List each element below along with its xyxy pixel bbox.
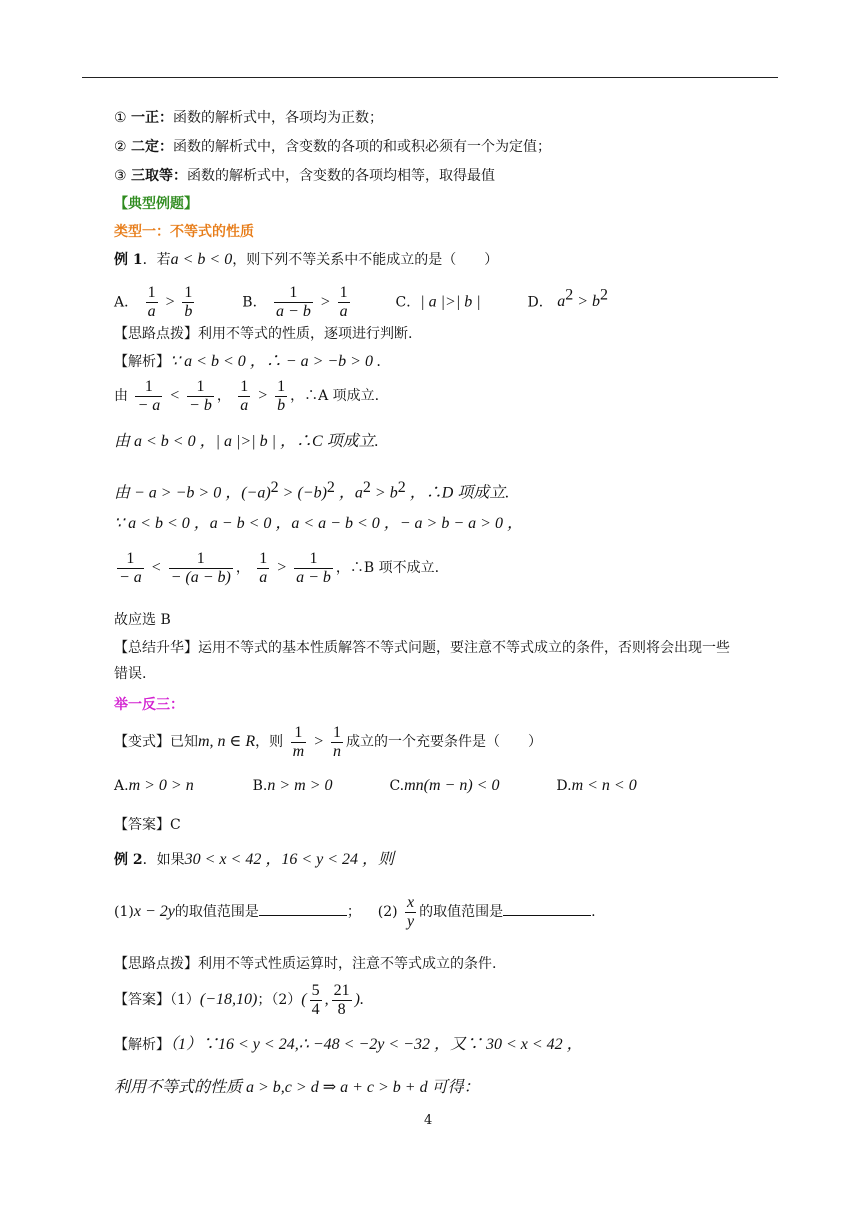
solution-math: ∵ a < b < 0 ，a − b < 0 ，a < a − b < 0 ，− a > b − a > 0 ， — [114, 515, 523, 532]
page-number: 4 — [424, 1113, 433, 1128]
item-number: ① — [114, 110, 127, 126]
variant-options — [114, 776, 637, 796]
solution-label: 【解析】 — [114, 1037, 170, 1053]
example-1-solution-line-1 — [114, 352, 381, 372]
solution-math: 由 a < b < 0 ，| a |>| b | ，∴C 项成立. — [114, 433, 379, 450]
item-heading: 三取等： — [131, 168, 188, 184]
separator: ； — [346, 904, 361, 920]
fraction-5-over-4: $\frac{5}{4}$ — [311, 981, 320, 1018]
solution-math: （1）∵16 < y < 24,∴ −48 < −2y < −32 ，又∵ 30 < x < 42 ， — [170, 1036, 583, 1053]
example-1-solution-line-3 — [114, 432, 379, 452]
option-a-label: A. — [114, 778, 129, 794]
fraction-1-over-a: $\frac{1}{a}$ — [339, 283, 348, 320]
fraction-1-over-neg-a-minus-b: $\frac{1}{- (a - b)}$ — [170, 549, 231, 586]
example-1-hint — [114, 324, 412, 344]
example-1-solution-line-5 — [114, 514, 523, 534]
variant-text: ，则 — [255, 734, 284, 750]
example-1-conclusion: 故应选 B — [114, 612, 171, 628]
item-number: ③ — [114, 168, 127, 184]
solution-text: 由 — [114, 388, 128, 404]
example-2-answer: 【答案】（1）(−18,10)；（2）( $\frac{5}{4}$ , $\frac{21}{8}$ ). — [114, 981, 364, 1018]
condition-math: 30 < x < 42 ，16 < y < 24 ，则 — [184, 851, 395, 868]
option-d-math: m < n < 0 — [571, 777, 637, 794]
solution-math: ，∴D 项成立. — [405, 484, 510, 502]
question-text: 的取值范围是 — [419, 904, 504, 920]
condition-math: a < b < 0 — [170, 251, 233, 268]
summary-label: 【总结升华】 — [114, 640, 198, 656]
option-c-math: | a |>| b | — [420, 293, 481, 311]
fraction-1-over-a: $\frac{1}{a}$ — [259, 549, 268, 586]
solution-label: 【解析】 — [114, 354, 170, 370]
hint-text: 利用不等式性质运算时，注意不等式成立的条件. — [198, 956, 497, 972]
option-d-label: D. — [556, 778, 572, 794]
solution-math: 利用不等式的性质 a > b,c > d ⇒ a + c > b + d 可得： — [114, 1079, 480, 1096]
answer-label: 【答案】 — [114, 992, 170, 1008]
example-label: 例 1 — [114, 252, 143, 268]
item-number: ② — [114, 139, 127, 155]
example-1-solution-line-4: 由 − a > −b > 0 ，$(-a)^2 > (-b)^2$ ，$a^2 > b^2$ ，∴D 项成立. — [114, 479, 510, 502]
stem-text: ，则下列不等关系中不能成立的是（ ） — [232, 252, 499, 268]
answer-math: ( — [301, 991, 307, 1008]
example-2-hint — [114, 954, 496, 974]
example-label: 例 2 — [114, 852, 143, 868]
option-c-label: C. — [389, 778, 405, 794]
example-2-questions — [114, 892, 596, 932]
option-c-math: mn(m − n) < 0 — [404, 777, 500, 794]
item-text: 函数的解析式中，各项均为正数； — [173, 110, 384, 126]
solution-text: ，∴B 项不成立. — [335, 560, 440, 576]
option-a-label: A． — [114, 294, 139, 311]
option-b-label: B． — [242, 294, 267, 311]
solution-text: ，∴A 项成立. — [290, 388, 380, 404]
solution-math: > b — [370, 484, 398, 502]
option-d-label: D． — [527, 294, 553, 311]
option-d-math: $a^2 > b^2$ — [557, 287, 609, 311]
variant-label: 【变式】 — [114, 734, 170, 750]
solution-math: 由 − a > −b > 0 ，(−a) — [114, 484, 271, 502]
variant-math: m, n ∈ R — [198, 733, 256, 750]
practice-title: 举一反三： — [114, 697, 184, 713]
answer-text: ；（2） — [257, 992, 302, 1008]
principle-item-1 — [114, 108, 383, 128]
example-1-stem — [114, 250, 498, 270]
fraction-1-over-b: $\frac{1}{b}$ — [184, 283, 193, 320]
hint-label: 【思路点拨】 — [114, 956, 198, 972]
example-1-solution-line-2: 由 $\frac{1}{- a}$ < $\frac{1}{- b}$ ， $\frac{1}{a}$ > $\frac{1}{b}$ ，∴A 项成立. — [114, 377, 380, 414]
answer-math: (−18,10) — [199, 991, 258, 1008]
separator: . — [591, 904, 596, 920]
answer-math: ). — [354, 991, 364, 1008]
fraction-1-over-m: $\frac{1}{m}$ — [292, 723, 305, 760]
stem-text: ．如果 — [142, 852, 185, 868]
principle-item-3 — [114, 166, 495, 186]
variant-answer — [114, 815, 181, 835]
fraction-1-over-b: $\frac{1}{b}$ — [277, 377, 286, 414]
question-text: 的取值范围是 — [174, 904, 259, 920]
fraction-1-over-neg-a: $\frac{1}{- a}$ — [137, 377, 161, 414]
question-math: x − 2y — [133, 903, 175, 920]
fraction-x-over-y: $\frac{x}{y}$ — [407, 893, 415, 930]
question-number: (2) — [377, 904, 398, 920]
fraction-1-over-neg-b: $\frac{1}{- b}$ — [189, 377, 212, 414]
fraction-1-over-neg-a: $\frac{1}{- a}$ — [119, 549, 142, 586]
answer-text: C — [170, 817, 181, 833]
section-title: 【典型例题】 — [114, 196, 198, 212]
option-b-math: n > m > 0 — [267, 777, 333, 794]
fraction-1-over-a: $\frac{1}{a}$ — [240, 377, 249, 414]
item-heading: 二定： — [131, 139, 174, 155]
fraction-1-over-a-minus-b: $\frac{1}{a - b}$ — [296, 549, 331, 586]
option-c-label: C． — [395, 294, 421, 311]
fraction-1-over-a: $\frac{1}{a}$ — [147, 283, 156, 320]
example-2-solution-line-1 — [114, 1035, 583, 1055]
fraction-1-over-n: $\frac{1}{n}$ — [332, 723, 341, 760]
fraction-21-over-8: $\frac{21}{8}$ — [333, 981, 350, 1018]
stem-text: ．若 — [142, 252, 171, 268]
example-1-summary — [114, 638, 730, 658]
option-b-label: B. — [252, 778, 268, 794]
header-rule — [82, 77, 778, 78]
item-heading: 一正： — [131, 110, 174, 126]
example-2-stem — [114, 850, 394, 870]
summary-text: 运用不等式的基本性质解答不等式问题，要注意不等式成立的条件，否则将会出现一些 — [198, 640, 730, 656]
variant-text: 已知 — [170, 734, 198, 750]
question-number: (1) — [114, 904, 134, 920]
variant-text: 成立的一个充要条件是（ ） — [345, 734, 542, 750]
fraction-1-over-a-minus-b: $\frac{1}{a - b}$ — [276, 283, 311, 320]
principle-item-2 — [114, 137, 551, 157]
example-1-summary-cont: 错误. — [114, 666, 147, 682]
solution-math: ，a — [334, 484, 363, 502]
answer-blank-2[interactable] — [503, 901, 591, 916]
hint-text: 利用不等式的性质，逐项进行判断. — [198, 326, 413, 342]
solution-math: > (−b) — [278, 484, 327, 502]
item-text: 函数的解析式中，含变数的各项的和或积必须有一个为定值； — [173, 139, 552, 155]
answer-text: （1） — [170, 992, 200, 1008]
type-title: 类型一：不等式的性质 — [114, 224, 254, 240]
answer-blank-1[interactable] — [259, 901, 347, 916]
example-1-options: A． $\frac{1}{a}$ > $\frac{1}{b}$ B． $\frac{1}{a - b}$ > $\frac{1}{a}$ C．| a |>| b | D． $a^2 > b^2$ — [114, 283, 609, 320]
item-text: 函数的解析式中，含变数的各项均相等，取得最值 — [187, 168, 496, 184]
hint-label: 【思路点拨】 — [114, 326, 198, 342]
variant-question: 【变式】已知m, n ∈ R，则 $\frac{1}{m}$ > $\frac{1}{n}$ 成立的一个充要条件是（ ） — [114, 723, 542, 760]
solution-math: ∵ a < b < 0 ，∴ − a > −b > 0 . — [170, 353, 381, 370]
example-2-solution-line-2 — [114, 1078, 480, 1098]
answer-label: 【答案】 — [114, 817, 170, 833]
option-a-math: m > 0 > n — [128, 777, 194, 794]
example-1-solution-line-6: $\frac{1}{- a}$ < $\frac{1}{- (a - b)}$ ， $\frac{1}{a}$ > $\frac{1}{a - b}$ ，∴B 项不成立. — [119, 549, 440, 586]
